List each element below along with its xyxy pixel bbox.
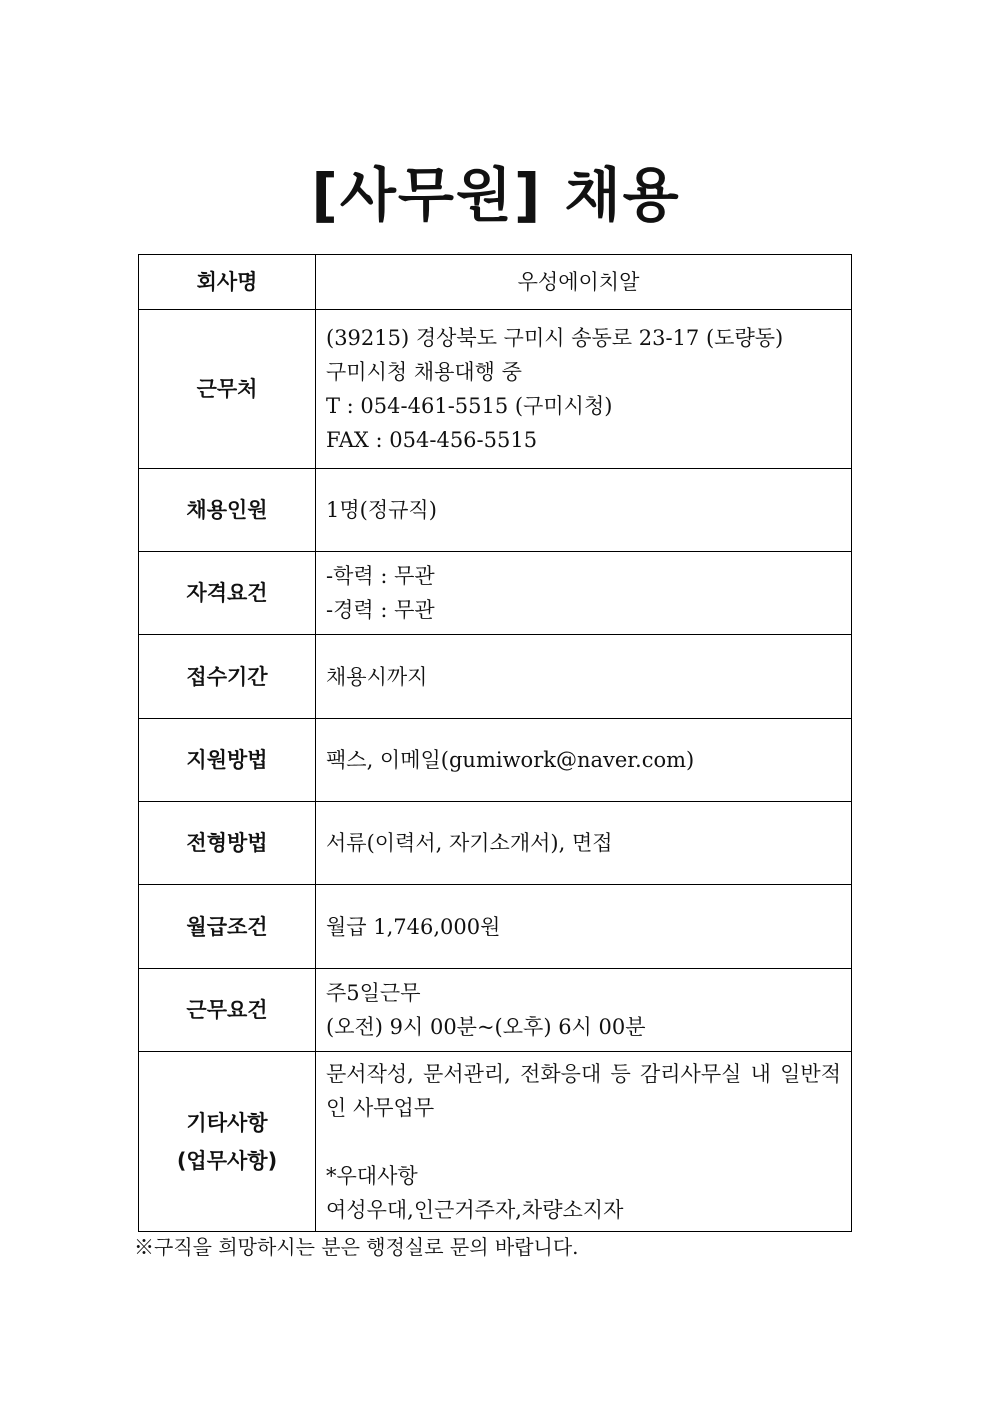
apply-label: 지원방법 — [139, 719, 316, 802]
table-row — [139, 969, 852, 1052]
headcount-value: 1명(정규직) — [316, 469, 852, 552]
table-row — [139, 719, 852, 802]
table-row — [139, 552, 852, 635]
company-value: 우성에이치알 — [316, 255, 852, 310]
footnote: ※구직을 희망하시는 분은 행정실로 문의 바랍니다. — [134, 1235, 579, 1259]
job-posting-table — [138, 254, 852, 1232]
etc-duties: 문서작성, 문서관리, 전화응대 등 감리사무실 내 일반적인 사무업무 — [326, 1061, 841, 1120]
requirement-experience: -경력 : 무관 — [326, 598, 435, 622]
hours-label: 근무요건 — [139, 969, 316, 1052]
company-label: 회사명 — [139, 255, 316, 310]
etc-value — [316, 1052, 852, 1232]
period-label: 접수기간 — [139, 635, 316, 719]
hours-time: (오전) 9시 00분~(오후) 6시 00분 — [326, 1015, 646, 1039]
etc-label-title: 기타사항 — [186, 1110, 268, 1135]
table-row — [139, 635, 852, 719]
etc-spacer — [326, 1125, 841, 1159]
page-title: [사무원] 채용 — [311, 161, 681, 229]
table-row — [139, 802, 852, 885]
table-row — [139, 255, 852, 310]
hours-value — [316, 969, 852, 1052]
salary-label: 월급조건 — [139, 885, 316, 969]
apply-value: 팩스, 이메일(gumiwork@naver.com) — [316, 719, 852, 802]
table-row — [139, 1052, 852, 1232]
hours-days: 주5일근무 — [326, 981, 421, 1005]
workplace-fax: FAX : 054-456-5515 — [326, 428, 538, 452]
etc-label — [139, 1052, 316, 1232]
workplace-phone: T : 054-461-5515 (구미시청) — [326, 394, 613, 418]
etc-label-subtitle: (업무사항) — [176, 1148, 278, 1173]
selection-label: 전형방법 — [139, 802, 316, 885]
table-row — [139, 469, 852, 552]
headcount-label: 채용인원 — [139, 469, 316, 552]
table-row — [139, 885, 852, 969]
workplace-address: (39215) 경상북도 구미시 송동로 23-17 (도량동) — [326, 326, 784, 350]
workplace-value — [316, 310, 852, 469]
requirement-education: -학력 : 무관 — [326, 564, 435, 588]
etc-preference-heading: *우대사항 — [326, 1163, 418, 1188]
table-row — [139, 310, 852, 469]
requirements-label: 자격요건 — [139, 552, 316, 635]
workplace-label: 근무처 — [139, 310, 316, 469]
selection-value: 서류(이력서, 자기소개서), 면접 — [316, 802, 852, 885]
period-value: 채용시까지 — [316, 635, 852, 719]
workplace-note: 구미시청 채용대행 중 — [326, 360, 522, 384]
requirements-value — [316, 552, 852, 635]
etc-preference: 여성우대,인근거주자,차량소지자 — [326, 1197, 624, 1222]
salary-value: 월급 1,746,000원 — [316, 885, 852, 969]
